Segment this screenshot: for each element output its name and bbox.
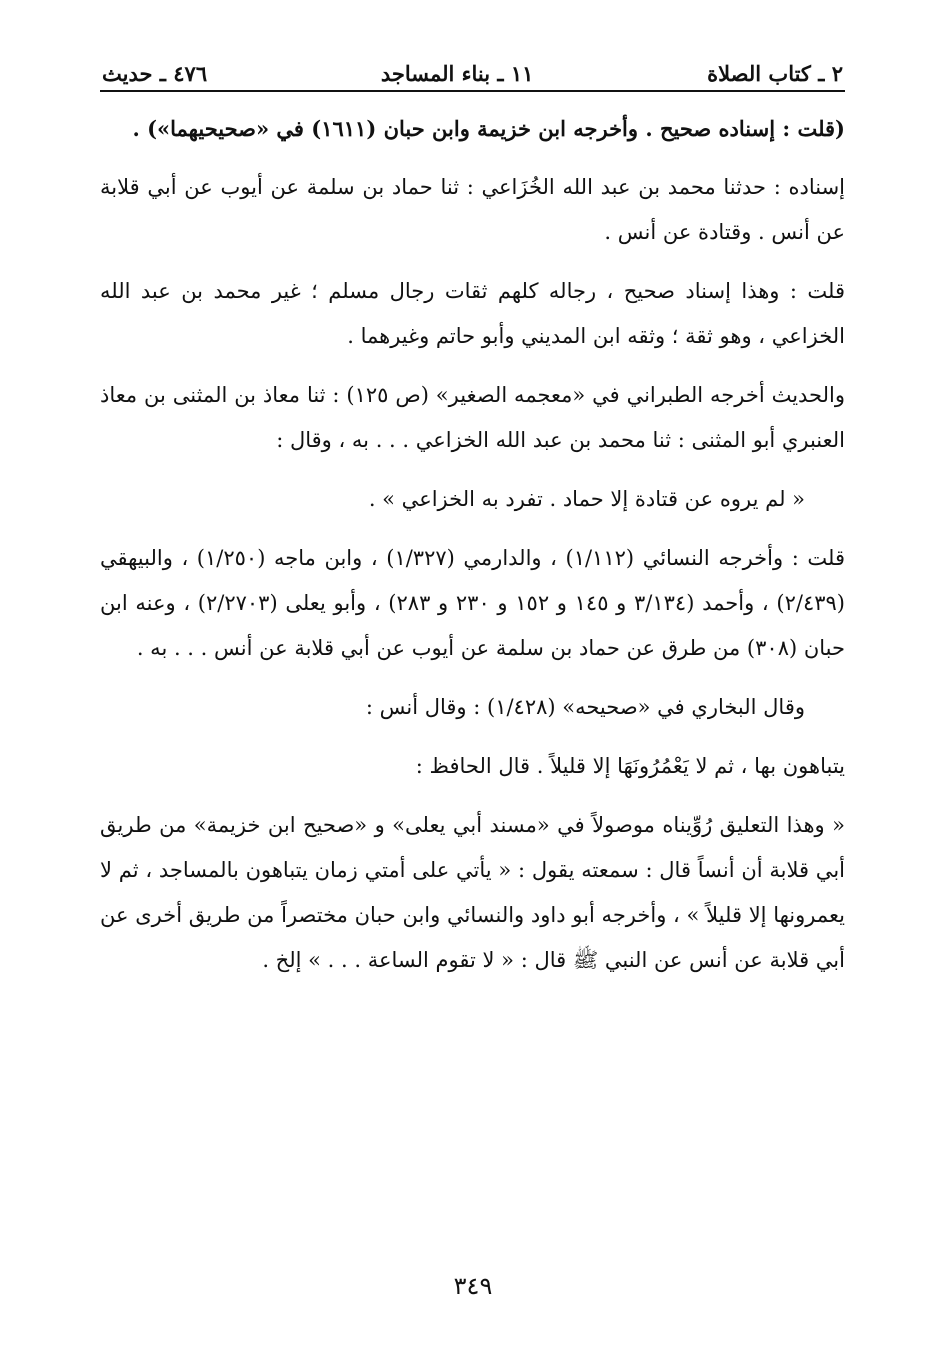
header-chapter-title: ١١ ـ بناء المساجد bbox=[380, 61, 534, 86]
paragraph-3: قلت : وهذا إسناد صحيح ، رجاله كلهم ثقات رجال مسلم ؛ غير محمد بن عبد الله الخزاعي ، وهو ثقة ؛ وثقه ابن المديني وأبو حاتم وغيرهما . bbox=[100, 279, 845, 348]
page-body bbox=[100, 106, 845, 983]
paragraph-2: إسناده : حدثنا محمد بن عبد الله الخُزَاعي : ثنا حماد بن سلمة عن أيوب عن أبي قلابة عن أنس . وقتادة عن أنس . bbox=[100, 175, 845, 244]
page bbox=[100, 56, 845, 997]
header-hadith-number: ٤٧٦ ـ حديث bbox=[102, 61, 208, 86]
header-book-title: ٢ ـ كتاب الصلاة bbox=[707, 61, 843, 86]
paragraph-5-quote: « لم يروه عن قتادة إلا حماد . تفرد به الخزاعي » . bbox=[368, 487, 805, 511]
paragraph-1: (قلت : إسناده صحيح . وأخرجه ابن خزيمة وابن حبان (١٦١١) في «صحيحيهما») . bbox=[132, 116, 845, 141]
paragraph-6: قلت : وأخرجه النسائي (١/١١٢) ، والدارمي (١/٣٢٧) ، وابن ماجه (١/٢٥٠) ، والبيهقي (٢/٤٣٩) ، وأحمد (٣/١٣٤ و ١٤٥ و ١٥٢ و ٢٣٠ و ٢٨٣) ، وأبو يعلى (٢/٢٧٠٣) ، وعنه ابن حبان (٣٠٨) من طرق عن حماد بن سلمة عن أيوب عن أبي قلابة عن أنس . . . به . bbox=[100, 546, 845, 660]
paragraph-9-quote: « وهذا التعليق رُوِّيناه موصولاً في «مسند أبي يعلى» و «صحيح ابن خزيمة» من طريق أبي قلابة أن أنساً قال : سمعته يقول : « يأتي على أمتي زمان يتباهون بالمساجد ، ثم لا يعمرونها إلا قليلاً » ، وأخرجه أبو داود والنسائي وابن حبان مختصراً من طريق أخرى عن أبي قلابة عن أنس عن النبي ﷺ قال : « لا تقوم الساعة . . . » إلخ . bbox=[100, 813, 845, 972]
paragraph-4: والحديث أخرجه الطبراني في «معجمه الصغير» (ص ١٢٥) : ثنا معاذ بن المثنى بن معاذ العنبري أبو المثنى : ثنا محمد بن عبد الله الخزاعي . . . به ، وقال : bbox=[100, 383, 845, 452]
paragraph-7: وقال البخاري في «صحيحه» (١/٤٢٨) : وقال أنس : bbox=[365, 695, 805, 719]
running-header bbox=[100, 56, 845, 92]
paragraph-8: يتباهون بها ، ثم لا يَعْمُرُونَهَا إلا قليلاً . قال الحافظ : bbox=[415, 754, 845, 778]
page-number: ٣٤٩ bbox=[453, 1272, 493, 1300]
